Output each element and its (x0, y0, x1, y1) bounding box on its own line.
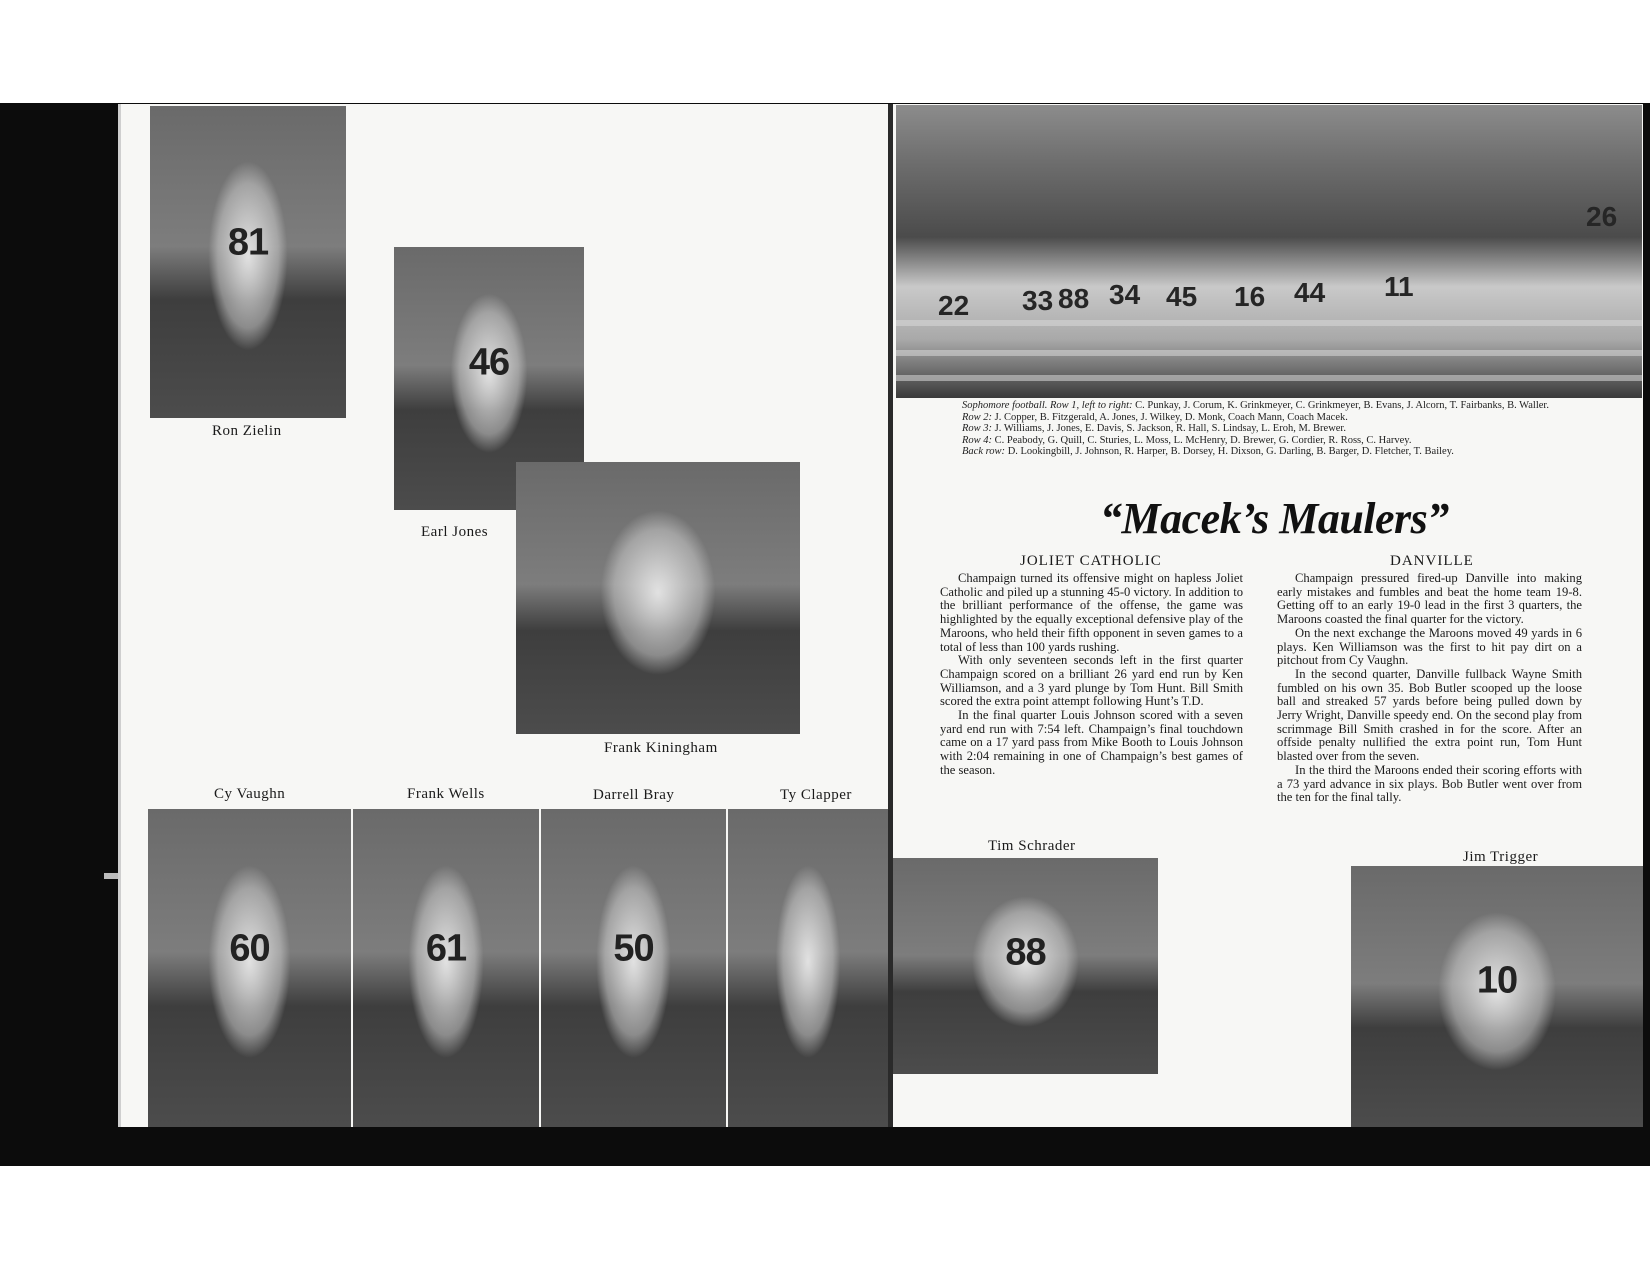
player-caption-earl-jones: Earl Jones (421, 524, 489, 540)
jersey-number: 46 (468, 341, 510, 384)
player-photo-frank-kiningham (516, 462, 800, 734)
team-photo (896, 105, 1642, 398)
caption-row-2 (935, 412, 1575, 424)
player-photo-tim-schrader (893, 858, 1158, 1074)
caption-label: Sophomore football. Row 1, left to right: (962, 400, 1133, 411)
caption-names: C. Punkay, J. Corum, K. Grinkmeyer, C. Grinkmeyer, B. Evans, J. Alcorn, T. Fairbanks, B. Waller. (1135, 400, 1549, 411)
player-caption-darrell-bray: Darrell Bray (593, 787, 675, 803)
caption-row-3 (935, 423, 1575, 435)
article-danville (1277, 572, 1582, 805)
team-jersey: 26 (1586, 201, 1618, 232)
jersey-number: 10 (1476, 959, 1518, 1002)
caption-label: Row 2: (962, 411, 993, 423)
jersey-number: 61 (425, 927, 467, 970)
bleacher-stripe (896, 350, 1642, 356)
caption-label: Row 3: (962, 423, 993, 434)
jersey-number: 81 (227, 221, 269, 264)
jersey-number: 60 (229, 927, 270, 970)
caption-names: J. Williams, J. Jones, E. Davis, S. Jackson, R. Hall, S. Lindsay, L. Eroh, M. Brewer. (994, 423, 1346, 434)
bleacher-stripe (896, 375, 1642, 381)
team-jersey: 22 (938, 290, 970, 321)
team-jersey: 16 (1234, 281, 1266, 312)
caption-label: Row 4: (962, 434, 993, 446)
article-paragraph: Champaign pressured fired-up Danville into making early mistakes and fumbles and beat the home team 19-8. Getting off to an early 19-0 lead in the first 3 quarters, the Maroons coasted the final quarter for the victory. (1277, 571, 1582, 627)
article-heading-joliet-catholic: JOLIET CATHOLIC (1020, 553, 1162, 569)
jersey-number: 50 (613, 927, 654, 970)
article-paragraph: On the next exchange the Maroons moved 49 yards in 6 plays. Ken Williamson was the first to hit pay dirt on a pitchout from Cy Vaughn. (1277, 625, 1582, 668)
article-paragraph: In the second quarter, Danville fullback Wayne Smith fumbled on his own 35. Bob Butler scooped up the loose ball and streaked 57 yards before being pulled down by Jerry Wright, Danville speedy end. On the second play from scrimmage Bill Smith crashed in for the score. After an offside penalty nullified the extra point run, Tom Hunt blasted over from the seven. (1277, 666, 1582, 764)
jersey-number: 88 (1005, 931, 1046, 974)
caption-names: C. Peabody, G. Quill, C. Sturies, L. Moss, L. McHenry, D. Brewer, G. Cordier, R. Ross, C. Harvey. (994, 434, 1412, 446)
player-photo-ty-clapper (728, 809, 888, 1127)
article-joliet-catholic (940, 572, 1243, 778)
team-jersey: 34 (1109, 279, 1141, 310)
player-photo-frank-wells (353, 809, 539, 1127)
player-photo-darrell-bray (541, 809, 726, 1127)
player-caption-frank-kiningham: Frank Kiningham (604, 740, 718, 756)
article-heading-danville: DANVILLE (1390, 553, 1474, 569)
caption-names: D. Lookingbill, J. Johnson, R. Harper, B. Dorsey, H. Dixson, G. Darling, B. Barger, D. Fletcher, T. Bailey. (1007, 446, 1454, 457)
bleacher-stripe (896, 320, 1642, 326)
caption-names: J. Copper, B. Fitzgerald, A. Jones, J. Wilkey, D. Monk, Coach Mann, Coach Macek. (994, 411, 1348, 423)
player-photo-cy-vaughn (148, 809, 351, 1127)
player-photo-ron-zielin (150, 106, 346, 418)
player-caption-ron-zielin: Ron Zielin (212, 423, 282, 439)
page-title: “Macek’s Maulers” (1100, 494, 1449, 543)
article-paragraph: Champaign turned its offensive might on hapless Joliet Catholic and piled up a stunning 45-0 victory. In addition to the brilliant performance of the offense, the game was highlighted by the equally exceptional defensive play of the Maroons, who held their fifth opponent in seven games to a total of less than 100 yards rushing. (940, 571, 1243, 654)
player-caption-frank-wells: Frank Wells (407, 786, 485, 802)
caption-label: Back row: (962, 446, 1006, 457)
article-paragraph: With only seventeen seconds left in the first quarter Champaign scored on a brilliant 26 yard end run by Ken Williamson, and a 3 yard plunge by Tom Hunt. Bill Smith scored the extra point attempt following Hunt’s T.D. (940, 653, 1243, 709)
team-photo-caption (935, 400, 1575, 458)
player-photo-jim-trigger (1351, 866, 1643, 1127)
player-caption-jim-trigger: Jim Trigger (1463, 849, 1539, 865)
team-jersey: 45 (1166, 281, 1198, 312)
article-paragraph: In the third the Maroons ended their scoring efforts with a 73 yard advance in six plays. Bob Butler went over from the ten for the final tally. (1277, 762, 1582, 805)
team-jersey: 44 (1294, 277, 1326, 308)
team-jersey: 88 (1058, 283, 1090, 314)
player-caption-ty-clapper: Ty Clapper (780, 787, 852, 803)
caption-row-4 (935, 435, 1575, 447)
player-caption-cy-vaughn: Cy Vaughn (214, 786, 286, 802)
binding-mark (104, 873, 118, 879)
team-jersey: 11 (1384, 271, 1414, 302)
player-caption-tim-schrader: Tim Schrader (988, 838, 1076, 854)
article-paragraph: In the final quarter Louis Johnson scored with a seven yard end run with 7:54 left. Champaign’s final touchdown came on a 17 yard pass from Mike Booth to Louis Johnson with 2:04 remaining in one of Champaign’s best games of the season. (940, 708, 1243, 777)
team-jersey: 33 (1022, 285, 1054, 316)
caption-row-back (935, 446, 1575, 458)
caption-row-1 (935, 400, 1575, 412)
